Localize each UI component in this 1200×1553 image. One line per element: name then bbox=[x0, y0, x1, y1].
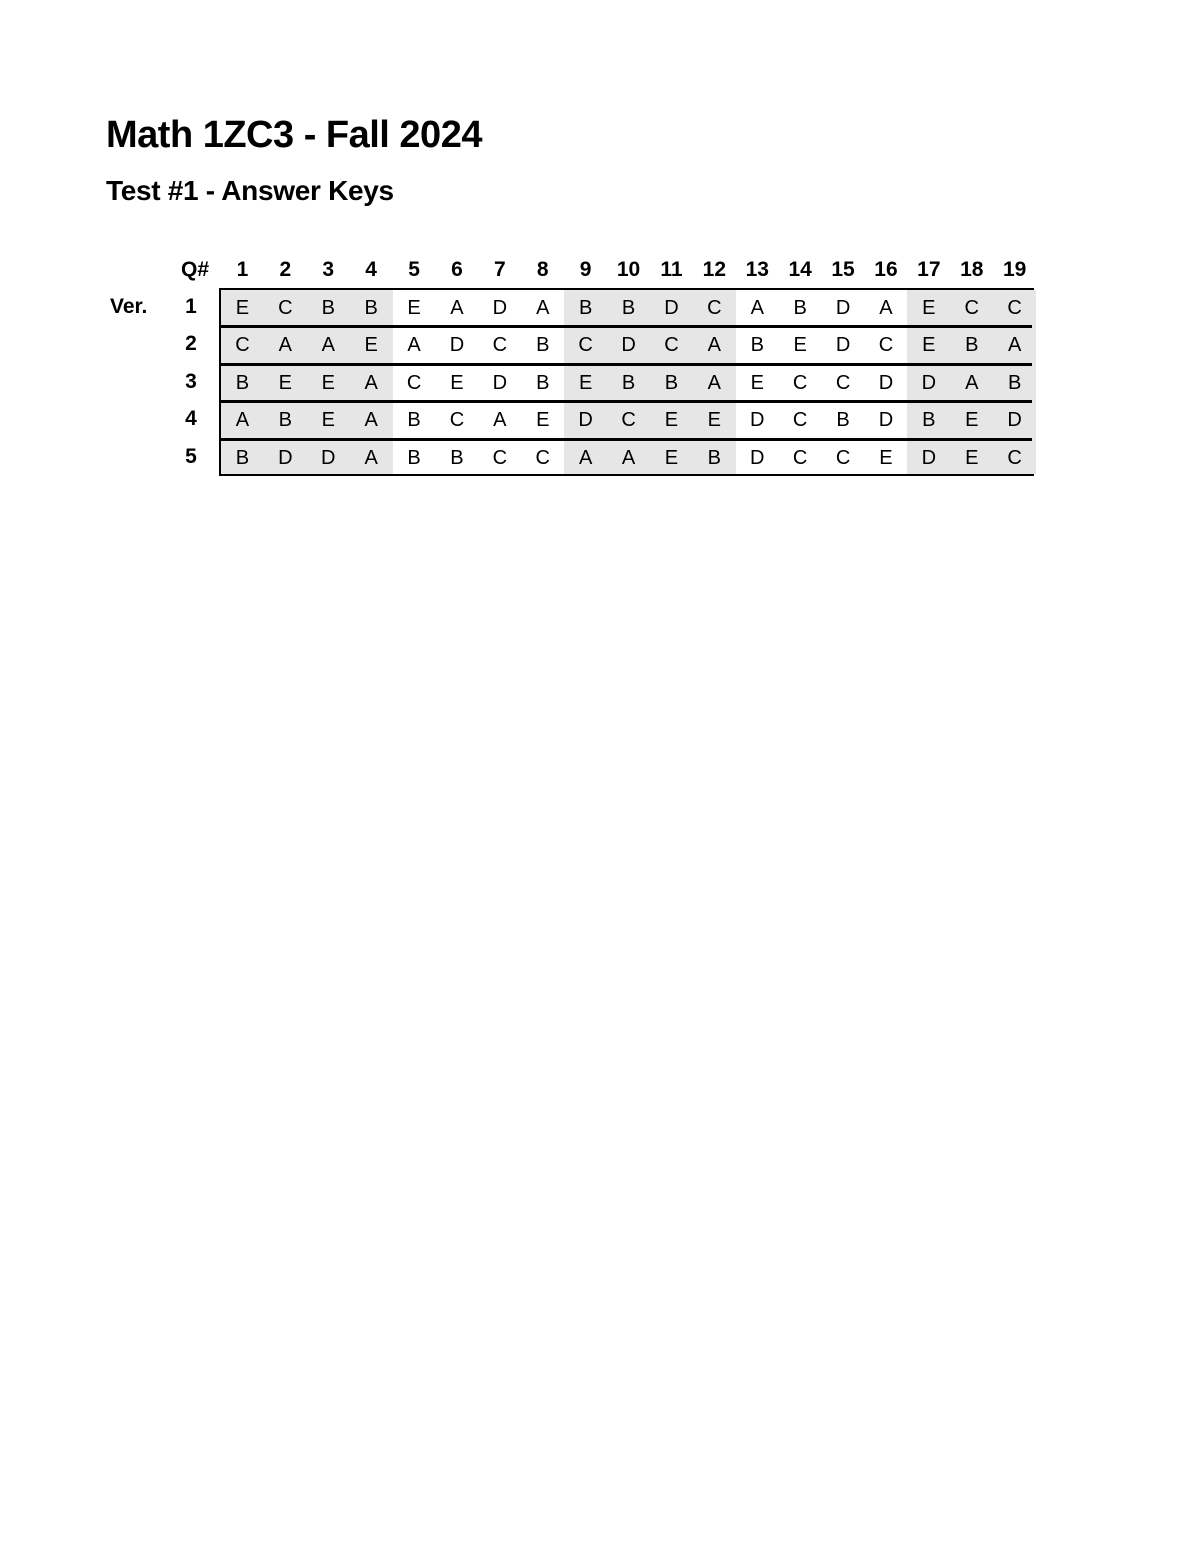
answer-cell: B bbox=[1007, 371, 1022, 394]
answer-cell: C bbox=[878, 334, 894, 357]
answer-cell: B bbox=[621, 371, 636, 394]
answer-cell: C bbox=[578, 334, 593, 357]
answer-cell: B bbox=[536, 371, 550, 394]
answer-cell: A bbox=[879, 297, 893, 319]
answer-cell: C bbox=[835, 371, 851, 394]
version-header: Ver. bbox=[110, 295, 148, 318]
answer-cell: A bbox=[493, 409, 507, 432]
answer-cell: E bbox=[578, 371, 593, 394]
answer-cell: C bbox=[621, 409, 636, 432]
answer-cell: B bbox=[621, 297, 636, 319]
answer-cell: D bbox=[664, 297, 679, 319]
answer-cell: B bbox=[922, 409, 936, 432]
answer-cell: B bbox=[235, 446, 250, 469]
answer-cell: E bbox=[664, 409, 679, 432]
answer-cell: C bbox=[278, 297, 293, 319]
answer-cell: C bbox=[492, 334, 508, 357]
answer-cell: E bbox=[321, 371, 335, 394]
answer-cell: E bbox=[364, 334, 378, 357]
answer-cell: D bbox=[921, 371, 937, 394]
answer-cell: C bbox=[707, 297, 722, 319]
answer-cell: C bbox=[492, 446, 508, 469]
answer-cell: C bbox=[406, 371, 422, 394]
question-number: 12 bbox=[702, 258, 727, 281]
answer-cell: C bbox=[535, 446, 550, 469]
answer-cell: D bbox=[492, 297, 508, 319]
answer-cell: C bbox=[835, 446, 851, 469]
answer-cell: D bbox=[878, 371, 894, 394]
answer-cell: E bbox=[235, 297, 250, 319]
answer-cell: A bbox=[621, 446, 636, 469]
question-number: 14 bbox=[788, 258, 812, 281]
answer-cell: A bbox=[707, 334, 721, 357]
answer-cell: A bbox=[450, 297, 464, 319]
answer-cell: B bbox=[536, 334, 550, 357]
version-number: 5 bbox=[185, 444, 197, 468]
question-number: 7 bbox=[493, 258, 506, 281]
question-number: 11 bbox=[660, 258, 683, 281]
answer-cell: E bbox=[407, 297, 421, 319]
answer-cell: D bbox=[921, 446, 937, 469]
answer-cell: D bbox=[449, 334, 465, 357]
answer-cell: D bbox=[321, 446, 336, 469]
answer-cell: C bbox=[792, 409, 808, 432]
question-number: 19 bbox=[1002, 258, 1027, 281]
answer-cell: B bbox=[578, 297, 593, 319]
answer-cell: B bbox=[450, 446, 464, 469]
answer-cell: A bbox=[364, 446, 378, 469]
answer-cell: E bbox=[321, 409, 335, 432]
question-number: 4 bbox=[365, 258, 377, 281]
answer-cell: A bbox=[364, 409, 378, 432]
question-number: 9 bbox=[579, 258, 592, 281]
question-number: 16 bbox=[874, 258, 898, 281]
answer-cell: A bbox=[407, 334, 421, 357]
document-subtitle: Test #1 - Answer Keys bbox=[106, 175, 394, 206]
document-title: Math 1ZC3 - Fall 2024 bbox=[106, 114, 482, 156]
answer-cell: B bbox=[750, 334, 764, 357]
answer-cell: A bbox=[536, 297, 550, 319]
answer-cell: E bbox=[536, 409, 550, 432]
answer-cell: E bbox=[879, 446, 893, 469]
question-number: 10 bbox=[616, 258, 641, 281]
answer-cell: B bbox=[278, 409, 292, 432]
answer-cell: D bbox=[750, 446, 765, 469]
answer-cell: B bbox=[965, 334, 979, 357]
version-number: 2 bbox=[185, 332, 197, 356]
question-header-row bbox=[0, 258, 1200, 286]
answer-cell: B bbox=[235, 371, 250, 394]
answer-cell: C bbox=[235, 334, 250, 357]
answer-cell: E bbox=[793, 334, 807, 357]
answer-cell: C bbox=[1007, 297, 1022, 319]
answer-cell: D bbox=[750, 409, 765, 432]
answer-cell: C bbox=[664, 334, 679, 357]
answer-cell: A bbox=[578, 446, 593, 469]
answer-cell: E bbox=[922, 334, 936, 357]
answer-cell: C bbox=[792, 446, 808, 469]
question-number-header: Q# bbox=[180, 258, 209, 281]
answer-cell: E bbox=[450, 371, 464, 394]
answer-cell: B bbox=[407, 409, 421, 432]
answer-cell: E bbox=[750, 371, 764, 394]
answer-cell: B bbox=[707, 446, 721, 469]
answer-cell: D bbox=[278, 446, 293, 469]
question-number: 1 bbox=[236, 258, 249, 281]
answer-cell: A bbox=[707, 371, 721, 394]
question-number: 8 bbox=[536, 258, 549, 281]
version-number: 4 bbox=[185, 407, 197, 431]
question-number: 2 bbox=[279, 258, 292, 281]
answer-cell: C bbox=[1007, 446, 1022, 469]
answer-cell: A bbox=[321, 334, 335, 357]
answer-cell: D bbox=[835, 297, 851, 319]
answer-cell: D bbox=[492, 371, 508, 394]
answer-cell: D bbox=[1007, 409, 1022, 432]
answer-cell: D bbox=[835, 334, 851, 357]
answer-cell: A bbox=[235, 409, 250, 432]
question-number: 17 bbox=[917, 258, 941, 281]
answer-cell: C bbox=[964, 297, 979, 319]
answer-cell: A bbox=[750, 297, 764, 319]
answer-cell: C bbox=[792, 371, 808, 394]
answer-cell: B bbox=[664, 371, 679, 394]
version-number: 1 bbox=[185, 295, 197, 318]
answer-cell: E bbox=[965, 409, 979, 432]
answer-cell: E bbox=[965, 446, 979, 469]
question-number: 3 bbox=[322, 258, 335, 281]
answer-cell: A bbox=[364, 371, 378, 394]
version-number: 3 bbox=[185, 369, 197, 393]
answer-cell: D bbox=[621, 334, 636, 357]
question-number: 15 bbox=[831, 258, 855, 281]
answer-cell: D bbox=[878, 409, 894, 432]
answer-cell: B bbox=[407, 446, 421, 469]
question-number: 18 bbox=[960, 258, 984, 281]
answer-cell: B bbox=[321, 297, 335, 319]
answer-cell: A bbox=[965, 371, 979, 394]
answer-cell: D bbox=[578, 409, 593, 432]
answer-cell: B bbox=[793, 297, 807, 319]
question-number: 13 bbox=[745, 258, 769, 281]
answer-cell: E bbox=[664, 446, 679, 469]
answer-cell: E bbox=[922, 297, 936, 319]
question-number: 5 bbox=[408, 258, 420, 281]
answer-cell: A bbox=[278, 334, 292, 357]
answer-cell: A bbox=[1007, 334, 1022, 357]
answer-cell: C bbox=[449, 409, 465, 432]
answer-cell: E bbox=[278, 371, 292, 394]
answer-cell: B bbox=[836, 409, 850, 432]
answer-cell: B bbox=[364, 297, 378, 319]
answer-cell: E bbox=[707, 409, 721, 432]
answer-key-grid bbox=[219, 288, 1034, 476]
question-number: 6 bbox=[451, 258, 463, 281]
